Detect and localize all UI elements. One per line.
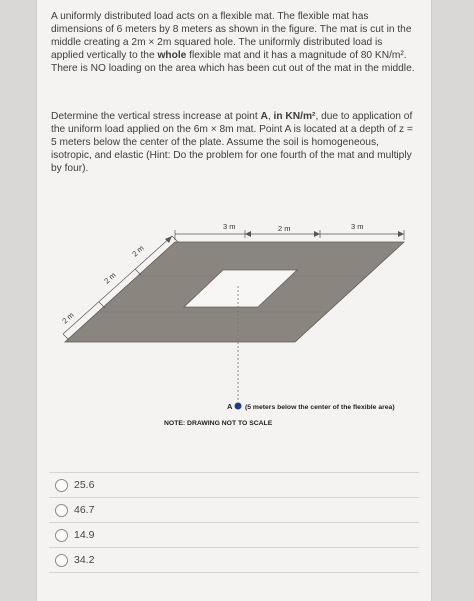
p1-text-b: flexible mat and it has a magnitude of 80 KN/m². There is NO loading on the area which has been cut out of the mat in the middle. (51, 50, 415, 74)
p2-text-a: Determine the vertical stress increase at point (51, 111, 261, 122)
p1-text-a: A uniformly distributed load acts on a flexible mat. The flexible mat has dimensions of 6 meters by 8 meters as shown in the figure. The mat is cut in the middle creating a 2m × 2m squared hole. The uniformly distributed load is applied vertically to the (51, 11, 412, 61)
scale-note: NOTE: DRAWING NOT TO SCALE (164, 420, 273, 427)
radio-button[interactable] (55, 554, 68, 567)
option-label: 46.7 (74, 504, 95, 516)
dim-left-1: 2 m (60, 310, 76, 326)
radio-button[interactable] (55, 479, 68, 492)
point-a-label: A (227, 402, 233, 411)
dim-top-1: 3 m (223, 222, 236, 231)
option-label: 14.9 (74, 529, 95, 541)
point-a-marker (235, 403, 242, 410)
question-paragraph-2 (51, 110, 415, 175)
dim-top-2: 2 m (278, 224, 291, 233)
p1-bold: whole (157, 50, 187, 61)
p2-text-mid: , (267, 111, 274, 122)
arrow-head (398, 231, 404, 237)
dim-left-3: 2 m (130, 243, 146, 259)
radio-button[interactable] (55, 504, 68, 517)
p2-text-b: , due to application of the uniform load applied on the 6m × 8m mat. Point A is located at a depth of z = 5 meters below the center of the plate. Assume the soil is homogeneous, isotropic, and elastic (Hint: Do the problem for one fourth of the mat and multiply by four). (51, 111, 413, 174)
radio-button[interactable] (55, 529, 68, 542)
option-label: 34.2 (74, 554, 95, 566)
p2-bold-unit: in KN/m² (273, 111, 316, 122)
arrow-head (165, 236, 172, 243)
answer-option-4[interactable] (49, 547, 419, 573)
arrow-head (245, 231, 251, 237)
arrow-head (314, 231, 320, 237)
answer-option-1[interactable] (49, 472, 419, 497)
point-a-note: (5 meters below the center of the flexible area) (245, 404, 395, 411)
answer-option-2[interactable] (49, 497, 419, 522)
question-card (36, 0, 432, 601)
answer-option-3[interactable] (49, 522, 419, 547)
dim-top-3: 3 m (351, 222, 364, 231)
dim-left-2: 2 m (102, 270, 118, 286)
mat-figure (37, 214, 431, 444)
option-label: 25.6 (74, 479, 95, 491)
p2-bold-a: A (260, 111, 268, 122)
question-paragraph-1 (51, 10, 415, 75)
